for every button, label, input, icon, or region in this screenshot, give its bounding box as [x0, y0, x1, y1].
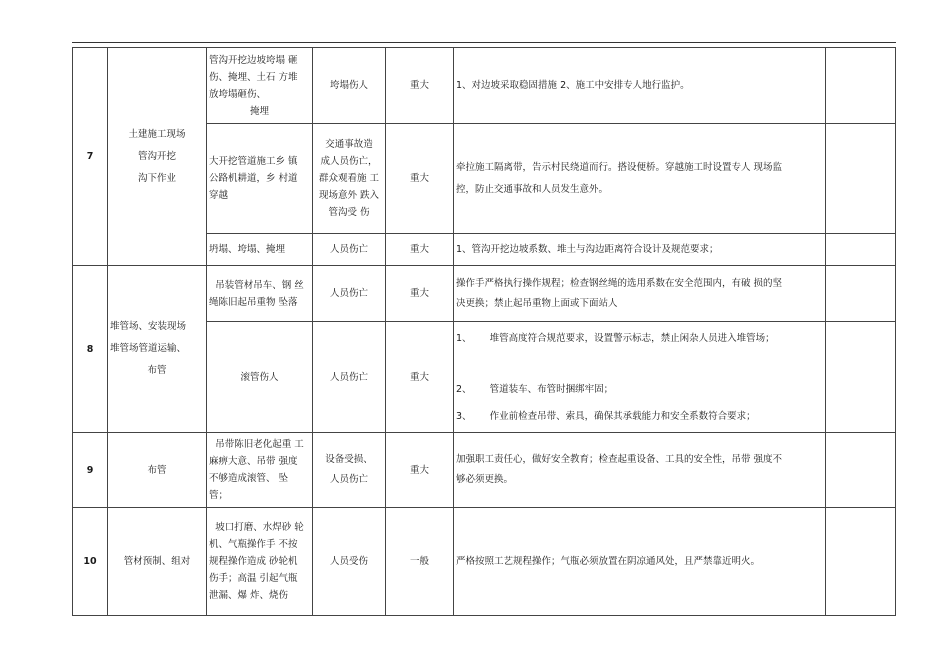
- consequence: 设备受损、 人员伤亡: [313, 433, 386, 508]
- remark-cell: [826, 508, 896, 616]
- remark-cell: [826, 48, 896, 124]
- top-rule: [72, 42, 896, 43]
- work-area: 布管: [108, 433, 207, 508]
- hazard-cause: 管沟开挖边坡垮塌 砸 伤、掩埋、土石 方堆 放垮塌砸伤、 掩埋: [207, 48, 313, 124]
- control-measures: 1、对边坡采取稳固措施 2、施工中安排专人地行监护。: [454, 48, 826, 124]
- hazard-cause: 滚管伤人: [207, 322, 313, 433]
- work-area: 土建施工现场 管沟开挖 沟下作业: [108, 48, 207, 266]
- risk-level: 一般: [386, 508, 454, 616]
- remark-cell: [826, 322, 896, 433]
- control-measures: 1、管沟开挖边坡系数、堆土与沟边距离符合设计及规范要求；: [454, 234, 826, 266]
- control-measures: 1、 堆管高度符合规范要求，设置警示标志，禁止闲杂人员进入堆管场； 2、 管道装车、布管时捆绑牢固； 3、 作业前检查吊带、索具，确保其承载能力和安全系数符合要求；: [454, 322, 826, 433]
- risk-level: 重大: [386, 266, 454, 322]
- risk-level: 重大: [386, 433, 454, 508]
- control-measures: 牵拉施工隔离带，告示村民绕道而行。搭设便桥。穿越施工时设置专人 现场监 控，防止交通事故和人员发生意外。: [454, 124, 826, 234]
- row-number: 8: [73, 266, 108, 433]
- row-number: 10: [73, 508, 108, 616]
- row-number: 7: [73, 48, 108, 266]
- remark-cell: [826, 234, 896, 266]
- hazard-cause: 吊带陈旧老化起重 工 麻痹大意、吊带 强度 不够造成滚管、 坠 管；: [207, 433, 313, 508]
- work-area: 堆管场、安装现场 堆管场管道运输、 布管: [108, 266, 207, 433]
- remark-cell: [826, 433, 896, 508]
- hazard-cause: 大开挖管道施工乡 镇 公路机耕道，乡 村道 穿越: [207, 124, 313, 234]
- risk-level: 重大: [386, 124, 454, 234]
- risk-level: 重大: [386, 48, 454, 124]
- remark-cell: [826, 124, 896, 234]
- table-row: [73, 48, 896, 124]
- control-measures: 严格按照工艺规程操作；气瓶必须放置在阴凉通风处，且严禁靠近明火。: [454, 508, 826, 616]
- remark-cell: [826, 266, 896, 322]
- risk-level: 重大: [386, 234, 454, 266]
- hazard-table: [72, 47, 896, 616]
- control-measures: 操作手严格执行操作规程；检查钢丝绳的选用系数在安全范围内，有破 损的坚 决更换；禁止起吊重物上面或下面站人: [454, 266, 826, 322]
- work-area: 管材预制、组对: [108, 508, 207, 616]
- consequence: 交通事故造 成人员伤亡， 群众观看施 工 现场意外 跌入 管沟受 伤: [313, 124, 386, 234]
- row-number: 9: [73, 433, 108, 508]
- hazard-cause: 吊装管材吊车、钢 丝 绳陈旧起吊重物 坠落: [207, 266, 313, 322]
- consequence: 垮塌伤人: [313, 48, 386, 124]
- consequence: 人员伤亡: [313, 266, 386, 322]
- table-row: [73, 433, 896, 508]
- hazard-cause: 坍塌、垮塌、掩埋: [207, 234, 313, 266]
- control-measures: 加强职工责任心，做好安全教育；检查起重设备、工具的安全性，吊带 强度不 够必须更换。: [454, 433, 826, 508]
- consequence: 人员受伤: [313, 508, 386, 616]
- table-row: [73, 508, 896, 616]
- consequence: 人员伤亡: [313, 322, 386, 433]
- risk-level: 重大: [386, 322, 454, 433]
- hazard-cause: 坡口打磨、水焊砂 轮 机、气瓶操作手 不按 规程操作造成 砂轮机 伤手；高温 引起气瓶 泄漏、爆 炸、烧伤: [207, 508, 313, 616]
- consequence: 人员伤亡: [313, 234, 386, 266]
- table-row: [73, 266, 896, 322]
